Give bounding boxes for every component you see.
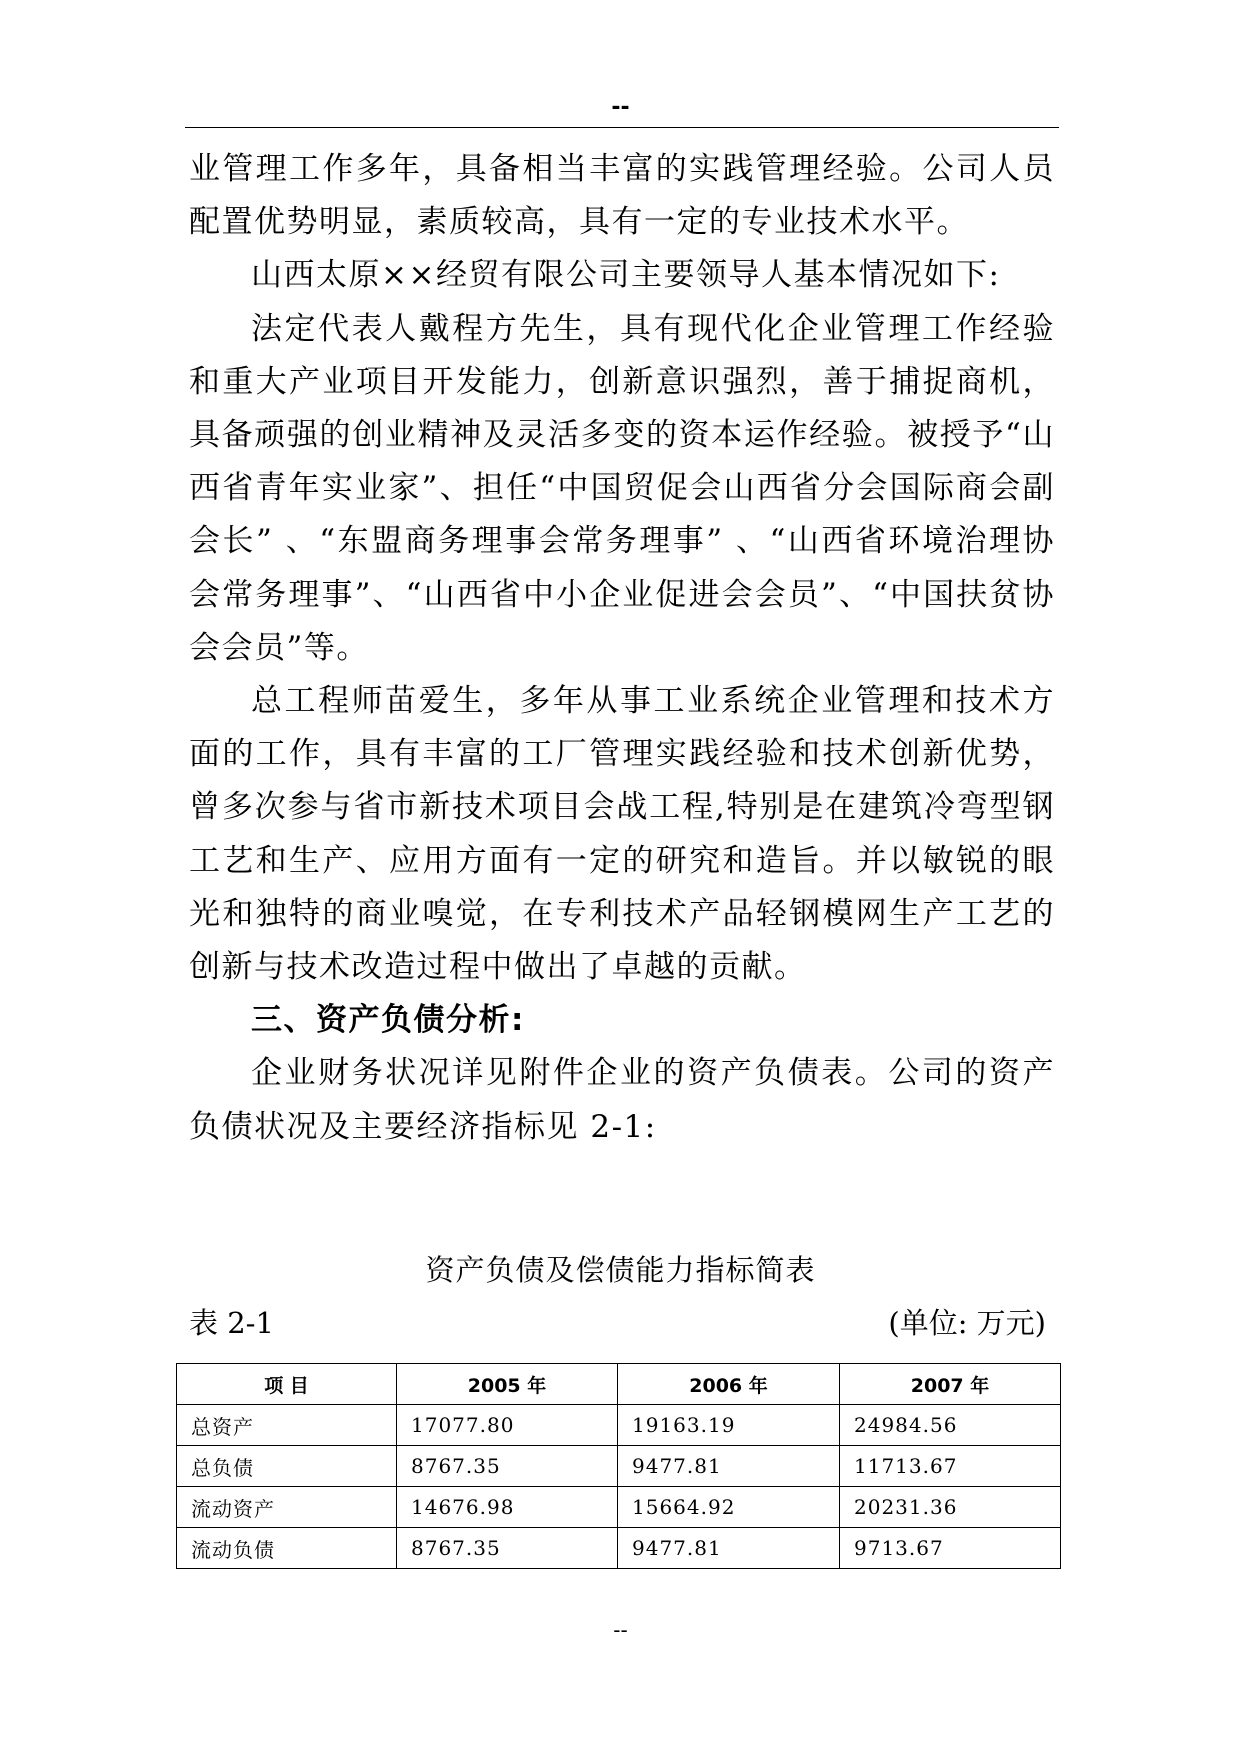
- cell-value: 15664.92: [618, 1487, 840, 1528]
- table-row: [177, 1405, 1061, 1446]
- row-label: 总负债: [177, 1446, 397, 1487]
- header-2006: 2006 年: [618, 1364, 840, 1405]
- paragraph-continuation: 业管理工作多年，具备相当丰富的实践管理经验。公司人员配置优势明显，素质较高，具有一定的专业技术水平。: [189, 151, 1055, 241]
- cell-value: 19163.19: [618, 1405, 840, 1446]
- paragraph-legal-representative: 法定代表人戴程方先生，具有现代化企业管理工作经验和重大产业项目开发能力，创新意识强烈，善于捕捉商机，具备顽强的创业精神及灵活多变的资本运作经验。被授予“山西省青年实业家”、担任“中国贸促会山西省分会国际商会副会长” 、“东盟商务理事会常务理事” 、“山西省环境治理协会常务理事”、“山西省中小企业促进会会员”、“中国扶贫协会会员”等。: [189, 310, 1055, 666]
- row-label: 流动资产: [177, 1487, 397, 1528]
- table-title: 资产负债及偿债能力指标简表: [425, 1253, 816, 1287]
- cell-value: 9713.67: [840, 1528, 1061, 1569]
- paragraph-leaders-intro: 山西太原××经贸有限公司主要领导人基本情况如下:: [251, 257, 1001, 294]
- table-header-row: [177, 1364, 1061, 1405]
- row-label: 流动负债: [177, 1528, 397, 1569]
- table-row: [177, 1487, 1061, 1528]
- section-heading: 三、资产负债分析:: [251, 1002, 525, 1039]
- table-row: [177, 1446, 1061, 1487]
- header-2005: 2005 年: [397, 1364, 618, 1405]
- body-text: [189, 143, 1055, 1154]
- page-header-mark: --: [611, 95, 630, 120]
- header-2007: 2007 年: [840, 1364, 1061, 1405]
- cell-value: 8767.35: [397, 1446, 618, 1487]
- cell-value: 17077.80: [397, 1405, 618, 1446]
- cell-value: 8767.35: [397, 1528, 618, 1569]
- table-label: 表 2-1: [189, 1306, 274, 1340]
- row-label: 总资产: [177, 1405, 397, 1446]
- cell-value: 11713.67: [840, 1446, 1061, 1487]
- table-row: [177, 1528, 1061, 1569]
- header-item: 项 目: [177, 1364, 397, 1405]
- table-caption-row: [189, 1301, 1055, 1341]
- cell-value: 9477.81: [618, 1446, 840, 1487]
- balance-sheet-table: [176, 1363, 1061, 1569]
- table-unit: (单位: 万元): [888, 1306, 1046, 1340]
- paragraph-chief-engineer: 总工程师苗爱生，多年从事工业系统企业管理和技术方面的工作，具有丰富的工厂管理实践经验和技术创新优势，曾多次参与省市新技术项目会战工程,特别是在建筑冷弯型钢工艺和生产、应用方面有一定的研究和造旨。并以敏锐的眼光和独特的商业嗅觉，在专利技术产品轻钢模网生产工艺的创新与技术改造过程中做出了卓越的贡献。: [189, 683, 1055, 986]
- cell-value: 14676.98: [397, 1487, 618, 1528]
- page-footer-mark: --: [613, 1618, 628, 1642]
- cell-value: 9477.81: [618, 1528, 840, 1569]
- header-rule: [185, 127, 1059, 128]
- cell-value: 20231.36: [840, 1487, 1061, 1528]
- cell-value: 24984.56: [840, 1405, 1061, 1446]
- paragraph-financial-status: 企业财务状况详见附件企业的资产负债表。公司的资产负债状况及主要经济指标见 2-1:: [189, 1055, 1055, 1145]
